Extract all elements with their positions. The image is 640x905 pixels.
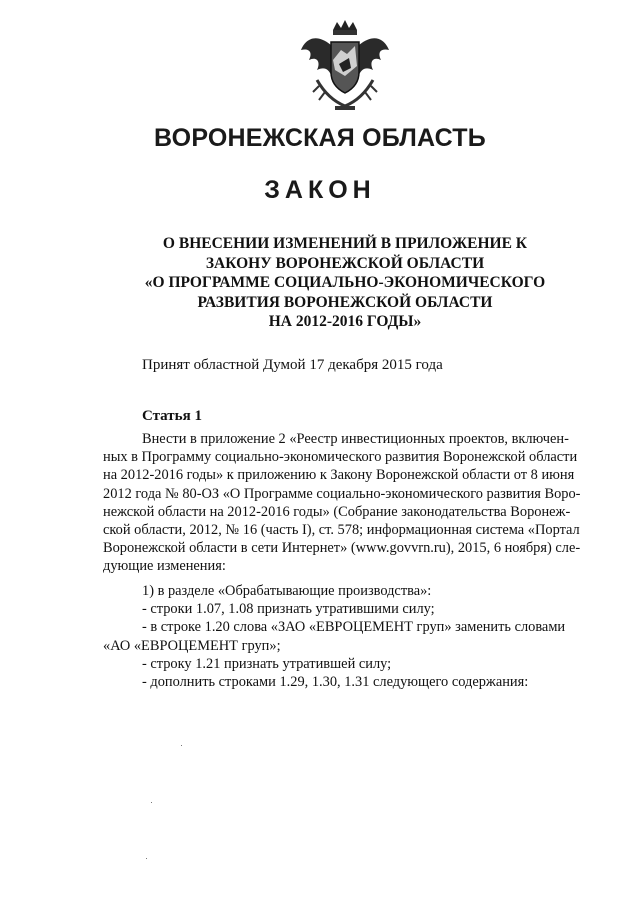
article-line: нежской области на 2012-2016 годы» (Собрание законодательства Воронеж-: [103, 503, 571, 520]
article-line: ской области, 2012, № 16 (часть I), ст. 578; информационная система «Портал: [103, 522, 580, 539]
list-item: - в строке 1.20 слова «ЗАО «ЕВРОЦЕМЕНТ груп» заменить словами: [142, 619, 566, 636]
article-body: [103, 430, 581, 576]
list-item: - строку 1.21 признать утратившей силу;: [142, 655, 392, 672]
law-title: [130, 234, 560, 332]
list-item: 1) в разделе «Обрабатывающие производства»:: [142, 583, 432, 599]
list-item: - строки 1.07, 1.08 признать утратившими силу;: [142, 601, 435, 618]
law-title-line: НА 2012-2016 ГОДЫ»: [268, 313, 422, 330]
article-line: на 2012-2016 годы» к приложению к Закону Воронежской области от 8 июня: [103, 467, 575, 484]
article-heading: Статья 1: [142, 408, 202, 424]
law-title-line: ЗАКОНУ ВОРОНЕЖСКОЙ ОБЛАСТИ: [205, 254, 485, 272]
scan-speck: [151, 802, 152, 803]
law-title-line: «О ПРОГРАММЕ СОЦИАЛЬНО-ЭКОНОМИЧЕСКОГО: [144, 274, 546, 291]
law-title-line: О ВНЕСЕНИИ ИЗМЕНЕНИЙ В ПРИЛОЖЕНИЕ К: [162, 235, 528, 252]
article-line: Воронежской области в сети Интернет» (www.govvrn.ru), 2015, 6 ноября) сле-: [103, 540, 581, 557]
scan-speck: [146, 858, 147, 859]
list-item: «АО «ЕВРОЦЕМЕНТ груп»;: [103, 637, 281, 654]
scan-speck: [181, 745, 182, 746]
list-item: - дополнить строками 1.29, 1.30, 1.31 следующего содержания:: [142, 674, 529, 691]
article-line: ных в Программу социально-экономического развития Воронежской области: [103, 449, 578, 466]
article-line: Внести в приложение 2 «Реестр инвестиционных проектов, включен-: [142, 431, 569, 447]
law-title-line: РАЗВИТИЯ ВОРОНЕЖСКОЙ ОБЛАСТИ: [197, 293, 493, 311]
article-line: дующие изменения:: [103, 558, 226, 575]
region-title: ВОРОНЕЖСКАЯ ОБЛАСТЬ: [154, 124, 486, 152]
adoption-note: Принят областной Думой 17 декабря 2015 года: [142, 357, 443, 373]
document-type: ЗАКОН: [264, 176, 376, 204]
voronezh-coat-of-arms-icon: [295, 20, 395, 115]
article-line: 2012 года № 80-ОЗ «О Программе социально-экономического развития Воро-: [103, 485, 581, 502]
amendments-list: [103, 582, 566, 691]
